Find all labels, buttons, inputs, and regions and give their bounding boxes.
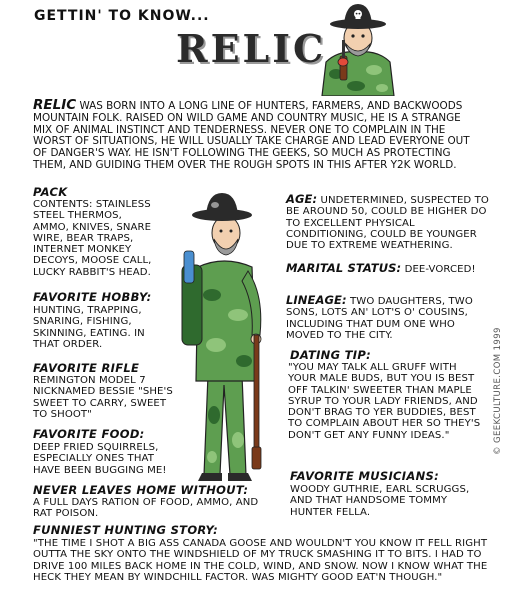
intro-text: WAS BORN INTO A LONG LINE OF HUNTERS, FARMERS, AND BACKWOODS MOUNTAIN FOLK. RAISED ON WILD GAME AND COUNTRY MUSIC, HE IS A STRANGE MIX OF ANIMAL INSTINCT AND TENDERNESS. NEVER ONE TO COMPLAIN IN THE WORST OF SITUATIONS, HE WILL USUALLY TAKE CHARGE AND LEAD EVERYONE OUT OF DANGER'S WAY. HE ISN'T FOLLOWING THE GEEKS, SO MUCH AS PROTECTING THEM, AND GUIDING THEM OVER THE ROUGH SPOTS IN THIS AFTER Y2K WORLD.: [33, 100, 470, 171]
pack-text: CONTENTS: STAINLESS STEEL THERMOS, AMMO, KNIVES, SNARE WIRE, BEAR TRAPS, INTERNET MONKEY DECOYS, MOOSE CALL, LUCKY RABBIT'S HEAD.: [33, 199, 152, 278]
food-heading: FAVORITE FOOD:: [33, 427, 145, 441]
story-heading: FUNNIEST HUNTING STORY:: [33, 523, 219, 537]
age-text: UNDETERMINED, SUSPECTED TO BE AROUND 50, COULD BE HIGHER DO TO EXCELLENT PHYSICAL CONDITIONING, COULD BE YOUNGER DUE TO EXTREME WEATHERING.: [286, 195, 489, 252]
food-text: DEEP FRIED SQUIRRELS, ESPECIALLY ONES THAT HAVE BEEN BUGGING ME!: [33, 442, 167, 476]
hobby-text: HUNTING, TRAPPING, SNARING, FISHING, SKINNING, EATING. IN THAT ORDER.: [33, 305, 145, 350]
musicians-text: WOODY GUTHRIE, EARL SCRUGGS, AND THAT HANDSOME TOMMY HUNTER FELLA.: [290, 484, 470, 518]
copyright-text: © GEEKCULTURE.COM 1999: [493, 327, 503, 455]
age-block: [286, 193, 491, 251]
musicians-heading: FAVORITE MUSICIANS:: [290, 469, 439, 483]
marital-block: [286, 262, 491, 275]
lineage-heading: LINEAGE:: [286, 293, 347, 307]
dating-text: "YOU MAY TALK ALL GRUFF WITH YOUR MALE BUDS, BUT YOU IS BEST OFF TALKIN' SWEETER THAN MAPLE SYRUP TO YOUR LADY FRIENDS, AND DON'T BRAG TO YER BUDDIES, BEST TO COMPLAIN ABOUT HER SO THEY'S DON'T GET ANY FUNNY IDEAS.": [288, 362, 481, 441]
never-leaves-text: A FULL DAYS RATION OF FOOD, AMMO, AND RAT POISON.: [33, 497, 259, 520]
rifle-text: REMINGTON MODEL 7 NICKNAMED BESSIE "SHE'S SWEET TO CARRY, SWEET TO SHOOT": [33, 375, 173, 420]
age-heading: AGE:: [286, 192, 318, 206]
hobby-heading: FAVORITE HOBBY:: [33, 290, 152, 304]
header-kicker: GETTIN' TO KNOW...: [34, 8, 210, 24]
rifle-heading: FAVORITE RIFLE: [33, 361, 140, 375]
never-leaves-heading: NEVER LEAVES HOME WITHOUT:: [33, 483, 249, 497]
intro-paragraph: [33, 98, 483, 171]
page-title: RELIC: [176, 26, 327, 71]
portrait-illustration: [318, 0, 398, 96]
relic-figure-illustration: [168, 185, 286, 485]
pack-heading: PACK: [33, 185, 68, 199]
marital-text: DEE-VORCED!: [401, 264, 476, 275]
lineage-text: TWO DAUGHTERS, TWO SONS, LOTS AN' LOT'S O' COUSINS, INCLUDING THAT DUM ONE WHO MOVED TO THE CITY.: [286, 296, 473, 341]
intro-lead: RELIC: [33, 97, 77, 113]
lineage-block: [286, 294, 496, 341]
dating-heading: DATING TIP:: [290, 348, 371, 362]
marital-heading: MARITAL STATUS:: [286, 261, 402, 275]
story-text: "THE TIME I SHOT A BIG ASS CANADA GOOSE AND WOULDN'T YOU KNOW IT FELL RIGHT OUTTA THE SKY ONTO THE WINDSHIELD OF MY TRUCK SMASHING IT TO BITS. I HAD TO DRIVE 100 MILES BACK HOME IN THE COLD, WIND, AND SNOW. NOW I KNOW WHAT THE HECK THEY MEAN BY WINDCHILL FACTOR. WAS MIGHTY GOOD EAT'N THOUGH.": [33, 538, 488, 583]
